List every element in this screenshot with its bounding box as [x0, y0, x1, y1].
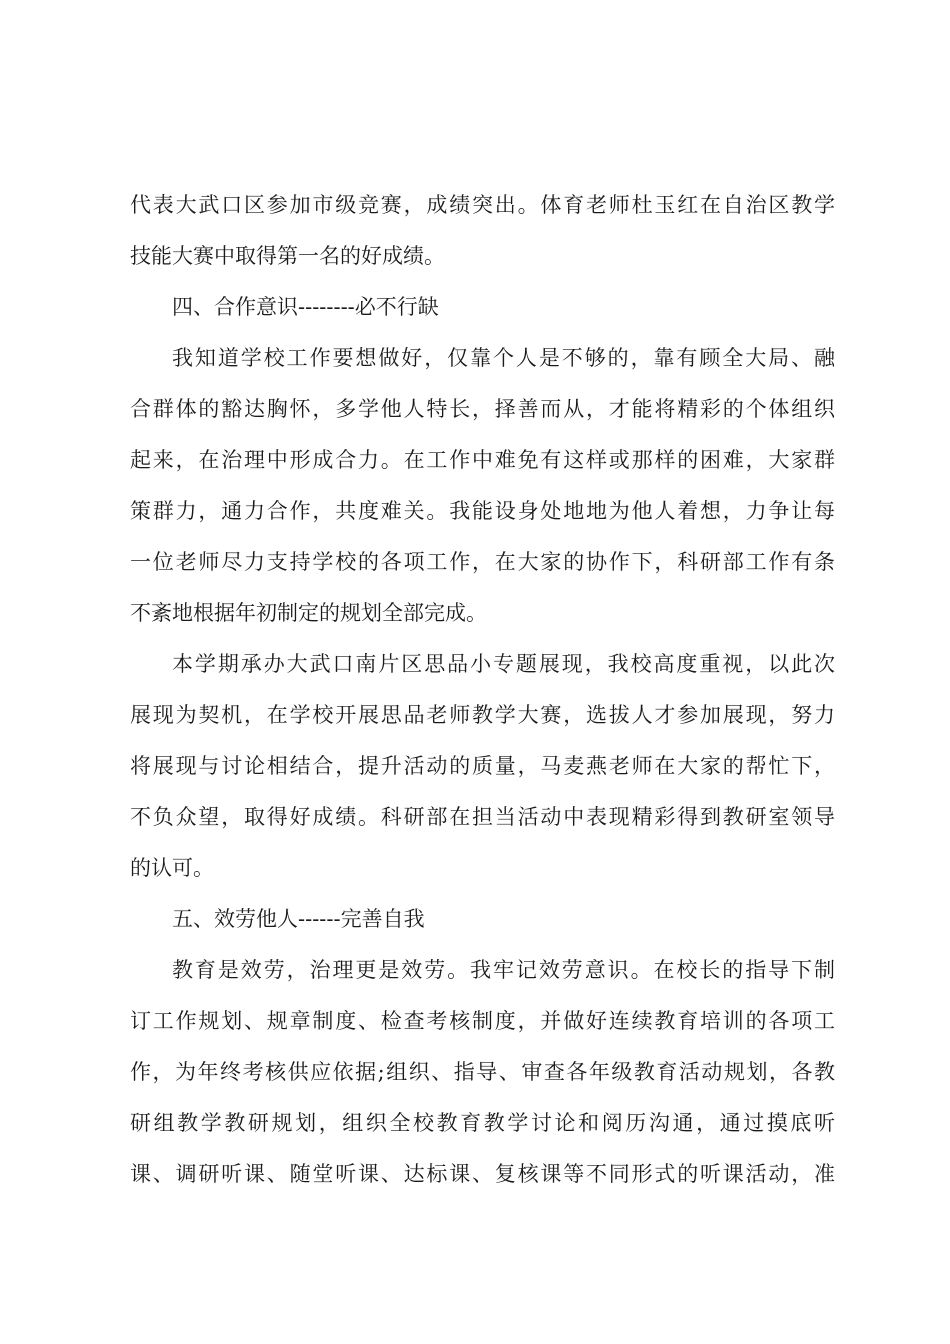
- paragraph-line: 展现为契机，在学校开展思品老师教学大赛，选拔人才参加展现，努力: [130, 703, 835, 727]
- paragraph-line: 代表大武口区参加市级竞赛，成绩突出。体育老师杜玉红在自治区教学: [130, 193, 835, 217]
- paragraph-line: 本学期承办大武口南片区思品小专题展现，我校高度重视，以此次: [172, 652, 835, 676]
- paragraph-line: 技能大赛中取得第一名的好成绩。: [130, 244, 445, 268]
- paragraph-line: 不负众望，取得好成绩。科研部在担当活动中表现精彩得到教研室领导: [130, 805, 835, 829]
- paragraph-line: 课、调研听课、随堂听课、达标课、复核课等不同形式的听课活动，准: [130, 1162, 835, 1186]
- paragraph-line: 一位老师尽力支持学校的各项工作，在大家的协作下，科研部工作有条: [130, 550, 835, 574]
- paragraph-line: 作，为年终考核供应依据;组织、指导、审查各年级教育活动规划，各教: [130, 1060, 835, 1084]
- section-heading: 五、效劳他人------完善自我: [172, 907, 425, 931]
- paragraph-line: 我知道学校工作要想做好，仅靠个人是不够的，靠有顾全大局、融: [172, 346, 835, 370]
- paragraph-line: 的认可。: [130, 856, 214, 880]
- paragraph-line: 订工作规划、规章制度、检查考核制度，并做好连续教育培训的各项工: [130, 1009, 835, 1033]
- paragraph-line: 研组教学教研规划，组织全校教育教学讨论和阅历沟通，通过摸底听: [130, 1111, 835, 1135]
- paragraph-line: 合群体的豁达胸怀，多学他人特长，择善而从，才能将精彩的个体组织: [130, 397, 835, 421]
- paragraph-line: 不紊地根据年初制定的规划全部完成。: [130, 601, 487, 625]
- paragraph-line: 策群力，通力合作，共度难关。我能设身处地地为他人着想，力争让每: [130, 499, 835, 523]
- paragraph-line: 将展现与讨论相结合，提升活动的质量，马麦燕老师在大家的帮忙下，: [130, 754, 835, 778]
- paragraph-line: 教育是效劳，治理更是效劳。我牢记效劳意识。在校长的指导下制: [172, 958, 835, 982]
- section-heading: 四、合作意识--------必不行缺: [172, 295, 439, 319]
- paragraph-line: 起来，在治理中形成合力。在工作中难免有这样或那样的困难，大家群: [130, 448, 835, 472]
